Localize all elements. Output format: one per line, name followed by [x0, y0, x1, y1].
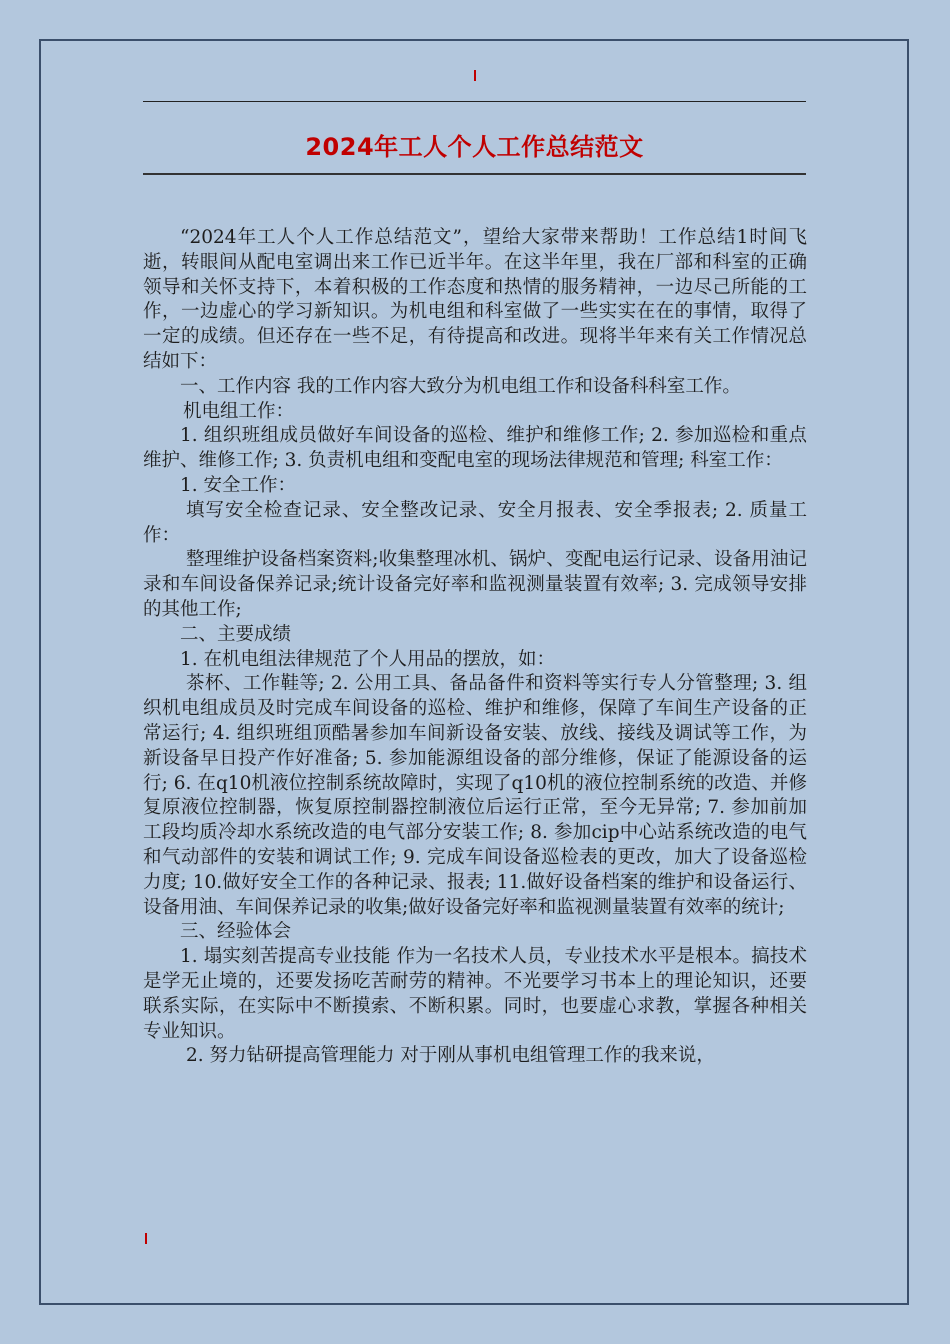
header-cursor-mark	[474, 70, 476, 81]
paragraph-section-1-heading: 一、工作内容 我的工作内容大致分为机电组工作和设备科科室工作。	[180, 375, 741, 397]
paragraph-section-2-heading: 二、主要成绩	[180, 623, 292, 645]
footer-cursor-mark	[145, 1233, 147, 1244]
paragraph-mech-group-duties: 1. 组织班组成员做好车间设备的巡检、维护和维修工作; 2. 参加巡检和重点维护、维修工作; 3. 负责机电组和变配电室的现场法律规范和管理; 科室工作：	[143, 425, 807, 472]
paragraph-safety-label: 1. 安全工作：	[180, 474, 297, 496]
document-title: 2024年工人个人工作总结范文	[305, 133, 644, 161]
header-rule	[143, 101, 806, 102]
paragraph-mech-group-label: 机电组工作：	[183, 400, 295, 422]
paragraph-achievement-1: 1. 在机电组法律规范了个人用品的摆放，如：	[180, 648, 556, 670]
paragraph-quality-duties: 整理维护设备档案资料;收集整理冰机、锅炉、变配电运行记录、设备用油记录和车间设备保养记录;统计设备完好率和监视测量装置有效率; 3. 完成领导安排的其他工作;	[143, 549, 807, 620]
paragraph-achievements-list: 茶杯、工作鞋等; 2. 公用工具、备品备件和资料等实行专人分管整理; 3. 组织机电组成员及时完成车间设备的巡检、维护和维修，保障了车间生产设备的正常运行; 4. 组织班组顶酷暑参加车间新设备安装、放线、接线及调试等工作，为新设备早日投产作好准备; 5. 参加能源组设备的部分维修，保证了能源设备的运行; 6. 在q10机液位控制系统故障时，实现了q10机的液位控制系统的改造、并修复原液位控制器，恢复原控制器控制液位后运行正常，至今无异常; 7. 参加前加工段均质冷却水系统改造的电气部分安装工作; 8. 参加cip中心站系统改造的电气和气动部件的安装和调试工作; 9. 完成车间设备巡检表的更改，加大了设备巡检力度; 10.做好安全工作的各种记录、报表; 11.做好设备档案的维护和设备运行、设备用油、车间保养记录的收集;做好设备完好率和监视测量装置有效率的统计;	[143, 673, 807, 918]
paragraph-experience-2: 2. 努力钻研提高管理能力 对于刚从事机电组管理工作的我来说，	[186, 1045, 715, 1067]
paragraph-intro: “2024年工人个人工作总结范文”，望给大家带来帮助！工作总结1时间飞逝，转眼间从配电室调出来工作已近半年。在这半年里，我在厂部和科室的正确领导和关怀支持下，本着积极的工作态度和热情的服务精神，一边尽己所能的工作，一边虚心的学习新知识。为机电组和科室做了一些实实在在的事情，取得了一定的成绩。但还存在一些不足，有待提高和改进。现将半年来有关工作情况总结如下：	[143, 227, 807, 372]
paragraph-safety-duties: 填写安全检查记录、安全整改记录、安全月报表、安全季报表; 2. 质量工作：	[143, 499, 807, 546]
title-underline	[143, 173, 806, 175]
paragraph-section-3-heading: 三、经验体会	[180, 921, 292, 943]
paragraph-experience-1: 1. 塌实刻苦提高专业技能 作为一名技术人员，专业技术水平是根本。搞技术是学无止境的，还要发扬吃苦耐劳的精神。不光要学习书本上的理论知识，还要联系实际，在实际中不断摸索、不断积累。同时，也要虚心求教，掌握各种相关专业知识。	[143, 946, 807, 1042]
document-body	[143, 226, 807, 1206]
